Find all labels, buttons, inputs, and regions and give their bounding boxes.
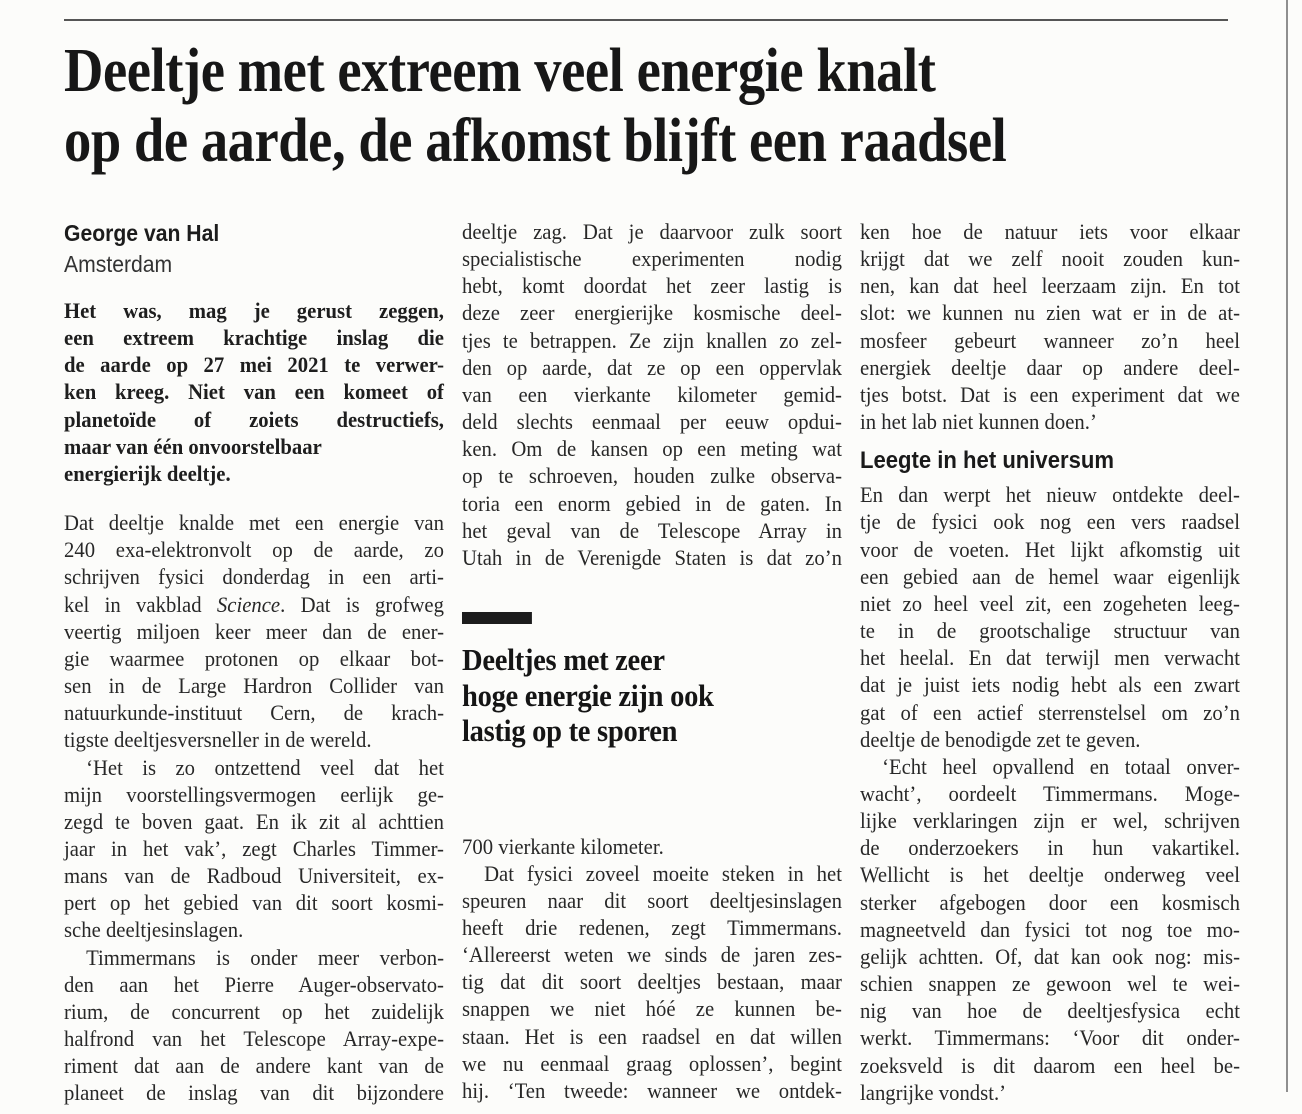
text-line: maar van één onvoorstelbaar	[64, 433, 322, 459]
text-line: toria een enorm gebied in de gaten. In	[462, 490, 842, 516]
pull-quote-line: hoge energie zijn ook	[462, 677, 714, 713]
text-line: kel in vakblad Science. Dat is grofweg	[64, 591, 444, 617]
text-line: deld slechts eenmaal per eeuw opdui-	[462, 409, 842, 435]
text-line: mosfeer gebeurt wanneer zo’n heel	[860, 327, 1240, 353]
text-line: langrijke vondst.’	[860, 1079, 1007, 1105]
text-line: ken. Om de kansen op een meting wat	[462, 436, 842, 462]
text-line: schien snappen ze gewoon wel te wei-	[860, 971, 1240, 997]
byline-location: Amsterdam	[64, 251, 173, 277]
text-line: sche deeltjesinslagen.	[64, 917, 244, 943]
section-subhead: Leegte in het universum	[860, 447, 1114, 475]
text-line: ken hoe de natuur iets voor elkaar	[860, 219, 1240, 244]
byline-author: George van Hal	[64, 220, 220, 246]
headline	[64, 36, 1208, 176]
headline-line: op de aarde, de afkomst blijft een raadsel	[64, 107, 1007, 175]
pull-quote-bar	[462, 612, 532, 624]
text-line: rium, de concurrent op het zuidelijk	[64, 998, 444, 1024]
text-line: lijke verklaringen zijn er wel, schrijven	[860, 808, 1240, 834]
text-line: Wellicht is het deeltje onderweg veel	[860, 862, 1240, 888]
pull-quote-line: Deeltjes met zeer	[462, 642, 665, 678]
text-line: mijn voorstellingsvermogen eerlijk ge-	[64, 781, 444, 807]
pull-quote	[462, 642, 842, 749]
paragraph	[64, 754, 444, 944]
text-line: heeft drie redenen, zegt Timmermans.	[462, 915, 842, 940]
text-line: snappen we niet hóé ze kunnen be-	[462, 996, 842, 1022]
text-line: van een vierkante kilometer gemid-	[462, 381, 842, 407]
text-line: gat of een actief sterrenstelsel om zo’n	[860, 699, 1240, 725]
text-line: planetoïde of zoiets destructiefs,	[64, 406, 444, 432]
text-line: de aarde op 27 mei 2021 te verwer-	[64, 352, 444, 378]
text-line: wacht’, oordeelt Timmermans. Moge-	[860, 780, 1240, 806]
text-line: hebt, komt doordat het zeer lastig is	[462, 273, 842, 299]
text-line: het geval van de Telescope Array in	[462, 517, 842, 543]
text-line: energierijk deeltje.	[64, 460, 231, 486]
text-line: jaar in het vak’, zegt Charles Timmer-	[64, 835, 444, 861]
text-line: nig van hoe de deeltjesfysica echt	[860, 998, 1240, 1024]
text-line: een extreem krachtige inslag die	[64, 325, 444, 351]
text-line: mans van de Radboud Universiteit, ex-	[64, 863, 444, 889]
column-2	[462, 215, 842, 1104]
byline	[64, 218, 444, 280]
text-line: hij. ‘Ten tweede: wanneer we ontdek-	[462, 1077, 842, 1103]
text-line: Dat fysici zoveel moeite steken in het	[484, 860, 842, 886]
text-line: dat je juist iets nodig hebt als een zwart	[860, 672, 1240, 698]
text-line: zoeksveld is dit daarom een heel be-	[860, 1052, 1240, 1078]
text-line: riment dat aan de andere kant van de	[64, 1053, 444, 1079]
text-line: Het was, mag je gerust zeggen,	[64, 298, 444, 323]
text-line: tjes te betrappen. Ze zijn knallen zo zel-	[462, 327, 842, 353]
text-line: speuren naar dit soort deeltjesinslagen	[462, 887, 842, 913]
column-1	[64, 215, 444, 1107]
text-line: te in de grootschalige structuur van	[860, 618, 1240, 644]
text-line: tje de fysici ook nog een vers raadsel	[860, 509, 1240, 535]
paragraph	[860, 753, 1240, 1106]
text-line: ‘Het is zo ontzettend veel dat het	[86, 754, 444, 780]
text-line: staan. Het is een raadsel en dat willen	[462, 1023, 842, 1049]
paragraph	[64, 509, 444, 753]
text-line: de onderzoekers in hun vakartikel.	[860, 835, 1240, 861]
paragraph	[860, 481, 1240, 753]
text-line: ken kreeg. Niet van een komeet of	[64, 379, 444, 405]
text-line: pert op het gebied van dit soort kosmi-	[64, 890, 444, 916]
paragraph	[462, 833, 842, 860]
text-line: slot: we kunnen nu zien wat er in de at-	[860, 300, 1240, 326]
text-line: gelijk achtten. Of, dat kan ook nog: mis-	[860, 943, 1240, 969]
text-line: zegd te boven gaat. En ik zit al achttien	[64, 808, 444, 834]
text-line: Timmermans is onder meer verbon-	[86, 944, 444, 970]
paragraph	[860, 218, 1240, 435]
column-3	[860, 215, 1240, 1106]
paragraph	[462, 860, 842, 1104]
text-line: Utah in de Verenigde Staten is dat zo’n	[462, 544, 842, 570]
text-line: 700 vierkante kilometer.	[462, 833, 664, 859]
text-line: den aan het Pierre Auger-observato-	[64, 971, 444, 997]
text-line: 240 exa-elektronvolt op de aarde, zo	[64, 537, 444, 563]
text-line: energiek deeltje daar op andere deel-	[860, 354, 1240, 380]
text-line: veertig miljoen keer meer dan de ener-	[64, 618, 444, 644]
text-line: op te schroeven, houden zulke observa-	[462, 463, 842, 489]
text-line: deeltje zag. Dat je daarvoor zulk soort	[462, 219, 842, 244]
italic-text: Science	[216, 591, 281, 617]
text-line: werkt. Timmermans: ‘Voor dit onder-	[860, 1025, 1240, 1051]
text-line: deeltje de benodigde zet te geven.	[860, 726, 1141, 752]
text-line: En dan werpt het nieuw ontdekte deel-	[860, 482, 1240, 508]
text-line: nen, kan dat heel leerzaam zijn. En tot	[860, 273, 1240, 299]
text-line: ‘Allereerst weten we sinds de jaren zes-	[462, 942, 842, 968]
text-line: gie waarmee protonen op elkaar bot-	[64, 645, 444, 671]
text-line: halfrond van het Telescope Array-expe-	[64, 1026, 444, 1052]
headline-line: Deeltje met extreem veel energie knalt	[64, 37, 936, 105]
paragraph	[462, 218, 842, 571]
text-line: tig dat dit soort deeltjes bestaan, maar	[462, 969, 842, 995]
text-line: een gebied aan de hemel waar eigenlijk	[860, 563, 1240, 589]
text-line: we nu eenmaal graag oplossen’, begint	[462, 1050, 842, 1076]
top-rule	[64, 19, 1228, 21]
text-line: sen in de Large Hardron Collider van	[64, 673, 444, 699]
text-line: Dat deeltje knalde met een energie van	[64, 510, 444, 536]
lead-paragraph	[64, 297, 444, 487]
text-line: planeet de inslag van dit bijzondere	[64, 1080, 444, 1106]
text-line: specialistische experimenten nodig	[462, 246, 842, 272]
paragraph	[64, 944, 444, 1107]
text-line: magneetveld dan fysici tot nog toe mo-	[860, 916, 1240, 942]
text-line: tjes botst. Dat is een experiment dat we	[860, 381, 1240, 407]
text-line: deze zeer energierijke kosmische deel-	[462, 300, 842, 326]
text-line: tigste deeltjesversneller in de wereld.	[64, 727, 372, 753]
text-line: niet zo heel veel zit, een zogeheten leeg-	[860, 590, 1240, 616]
text-line: schrijven fysici donderdag in een arti-	[64, 564, 444, 590]
text-line: ‘Echt heel opvallend en totaal onver-	[882, 753, 1240, 779]
pull-quote-line: lastig op te sporen	[462, 713, 678, 749]
text-line: in het lab niet kunnen doen.’	[860, 409, 1097, 435]
text-line: krijgt dat we zelf nooit zouden kun-	[860, 246, 1240, 272]
text-line: sterker afgebogen door een kosmisch	[860, 889, 1240, 915]
text-line: natuurkunde-instituut Cern, de krach-	[64, 700, 444, 726]
text-line: het heelal. En dat terwijl men verwacht	[860, 645, 1240, 671]
column-divider-rule	[1286, 0, 1288, 1092]
text-line: den op aarde, dat ze op een oppervlak	[462, 354, 842, 380]
text-line: voor de voeten. Het lijkt afkomstig uit	[860, 536, 1240, 562]
